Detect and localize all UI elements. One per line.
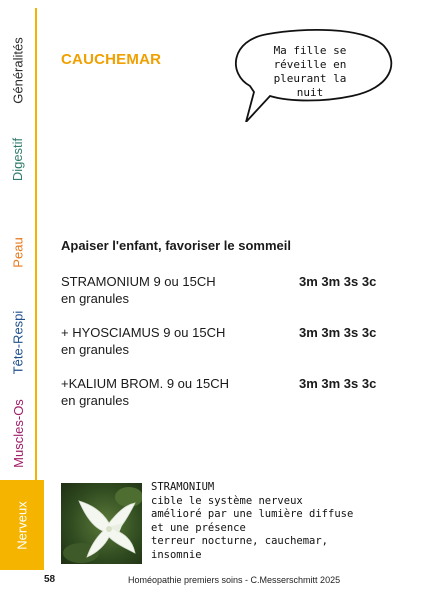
info-line: amélioré par une lumière diffuse bbox=[151, 508, 354, 520]
remedy-dose: 3m 3m 3s 3c bbox=[299, 376, 377, 391]
page-number: 58 bbox=[44, 574, 56, 585]
tab-tete-respi[interactable]: Tête-Respi bbox=[10, 310, 26, 374]
info-line: et une présence bbox=[151, 521, 246, 534]
remedy-dose: 3m 3m 3s 3c bbox=[299, 274, 377, 289]
remedy-name: + HYOSCIAMUS 9 ou 15CH bbox=[61, 325, 226, 340]
remedy-dose: 3m 3m 3s 3c bbox=[299, 325, 377, 340]
speech-bubble-text bbox=[258, 44, 362, 100]
tab-digestif[interactable]: Digestif bbox=[10, 137, 26, 181]
remedy-form: en granules bbox=[61, 291, 129, 306]
info-line: cible le système nerveux bbox=[151, 494, 303, 507]
tab-nerveux[interactable]: Nerveux bbox=[0, 480, 44, 570]
page-title: CAUCHEMAR bbox=[61, 51, 162, 68]
speech-line: réveille en bbox=[273, 58, 347, 71]
remedy-info bbox=[151, 481, 391, 562]
sidebar bbox=[0, 0, 44, 570]
tab-peau[interactable]: Peau bbox=[10, 236, 26, 268]
datura-flower-photo bbox=[61, 483, 142, 564]
remedy-item bbox=[61, 273, 391, 307]
info-line: terreur nocturne, cauchemar, bbox=[151, 535, 329, 547]
speech-line: pleurant la nuit bbox=[273, 72, 347, 99]
speech-line: Ma fille se bbox=[273, 44, 347, 57]
sidebar-divider bbox=[35, 8, 37, 480]
remedy-form: en granules bbox=[61, 393, 129, 408]
footer-text: Homéopathie premiers soins - C.Messerschmitt 2025 bbox=[128, 575, 341, 585]
remedy-item bbox=[61, 324, 391, 358]
flower-icon bbox=[61, 483, 142, 564]
speech-bubble bbox=[224, 26, 394, 122]
remedy-item bbox=[61, 375, 391, 409]
remedy-form: en granules bbox=[61, 342, 129, 357]
info-line: STRAMONIUM bbox=[151, 481, 215, 493]
tab-generalites[interactable]: Généralités bbox=[10, 36, 26, 104]
section-subtitle: Apaiser l'enfant, favoriser le sommeil bbox=[61, 238, 291, 253]
tab-muscles-os[interactable]: Muscles-Os bbox=[10, 398, 26, 468]
info-line: insomnie bbox=[151, 548, 202, 561]
remedy-name: STRAMONIUM 9 ou 15CH bbox=[61, 274, 216, 289]
remedy-name: +KALIUM BROM. 9 ou 15CH bbox=[61, 376, 229, 391]
